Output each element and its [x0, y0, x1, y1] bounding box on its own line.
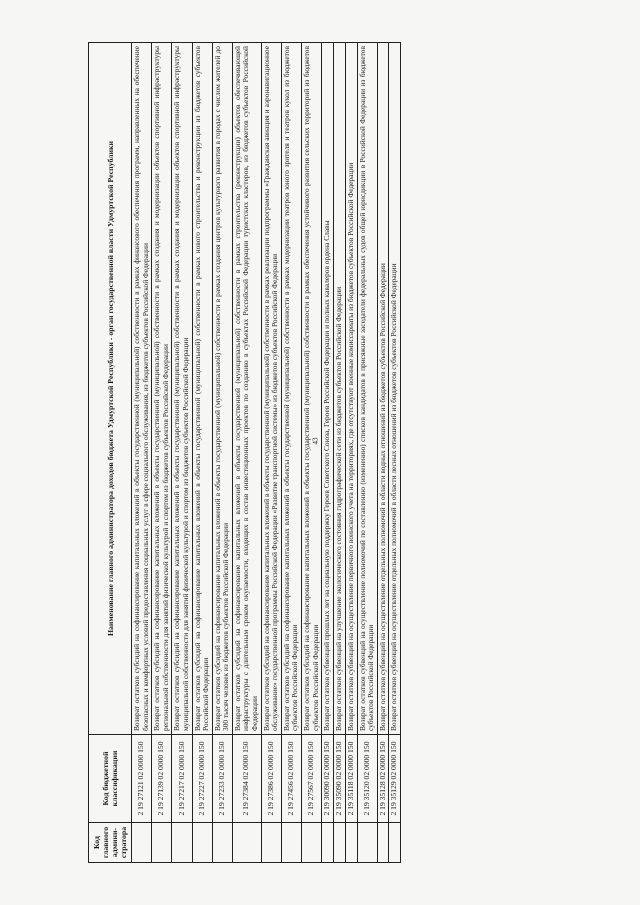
name-cell: Возврат остатков субвенций прошлых лет на социальную поддержку Героев Советского Союза, Героев Российской Федерации и полных кавалеров ордена Славы	[322, 43, 334, 735]
name-cell: Возврат остатков субсидий на софинансирование капитальных вложений в объекты государственной (муниципальной) собственности в рамках строительства (реконструкции) объектов обеспечивающей инфраструктуры с длительным сроком окупаемости, входящих в состав инвестиционных проектов по созданию в субъектах Российской Федерации туристских кластеров, из бюджетов субъектов Российской Федерации	[232, 43, 261, 735]
name-cell: Возврат остатков субсидий на софинансирование капитальных вложений в объекты государственной (муниципальной) собственности в рамках модернизации театров юного зрителя и театров кукол из бюджетов субъектов Российской Федерации	[281, 43, 301, 735]
budget-code-cell: 2 19 35120 02 0000 150	[357, 735, 377, 823]
header-budget-code: Код бюджетной классификации	[89, 735, 132, 823]
admin-code-cell	[377, 823, 389, 863]
table-row	[232, 43, 261, 863]
budget-code-cell: 2 19 27227 02 0000 150	[192, 735, 212, 823]
rotated-page	[88, 43, 608, 863]
name-cell: Возврат остатков субсидий на софинансирование капитальных вложений в объекты государственной (муниципальной) собственности в рамках создания и модернизации объектов спортивной инфраструктуры муниципальной собственности для занятий физической культурой и спортом из бюджетов субъектов Российской Федерации	[172, 43, 192, 735]
budget-code-cell: 2 19 27384 02 0000 150	[232, 735, 261, 823]
header-name: Наименование главного администратора доходов бюджета Удмуртской Республики - орган государственной власти Удмуртской Республики	[89, 43, 132, 735]
page-number: 43	[311, 437, 320, 445]
name-cell: Возврат остатков субсидий на софинансирование капитальных вложений в объекты государственной (муниципальной) собственности в рамках реализации подпрограммы «Гражданская авиация и аэронавигационное обслуживание» государственной программы Российской Федерации «Развитие транспортной системы» из бюджетов субъектов Российской Федерации	[261, 43, 281, 735]
table-row	[281, 43, 301, 863]
name-cell: Возврат остатков субсидий на софинансирование капитальных вложений в объекты государственной (муниципальной) собственности в рамках создания и модернизации объектов спортивной инфраструктуры региональной собственности для занятий физической культурой и спортом из бюджетов субъектов Российской Федерации	[152, 43, 172, 735]
admin-code-cell	[301, 823, 321, 863]
name-cell: Возврат остатков субсидий на софинансирование капитальных вложений в объекты государственной (муниципальной) собственности в рамках нового строительства и реконструкции из бюджетов субъектов Российской Федерации	[192, 43, 212, 735]
budget-code-cell: 2 19 27386 02 0000 150	[261, 735, 281, 823]
name-cell: Возврат остатков субсидий на софинансирование капитальных вложений в объекты государственной (муниципальной) собственности в рамках обеспечения устойчивого развития сельских территорий из бюджетов субъектов Российской Федерации	[301, 43, 321, 735]
table-row	[132, 43, 152, 863]
table-row	[345, 43, 357, 863]
header-admin-code: Код главного админи-стратора	[89, 823, 132, 863]
admin-code-cell	[345, 823, 357, 863]
table-row	[357, 43, 377, 863]
budget-code-cell: 2 19 35118 02 0000 150	[345, 735, 357, 823]
table-header-row	[89, 43, 132, 863]
name-cell: Возврат остатков субвенций на осуществление отдельных полномочий в области лесных отношений из бюджетов субъектов Российской Федерации	[389, 43, 401, 735]
name-cell: Возврат остатков субвенций на осуществление отдельных полномочий в области водных отношений из бюджетов субъектов Российской Федерации	[377, 43, 389, 735]
table-row	[192, 43, 212, 863]
admin-code-cell	[152, 823, 172, 863]
table-row	[172, 43, 192, 863]
budget-code-cell: 2 19 27139 02 0000 150	[152, 735, 172, 823]
budget-code-cell: 2 19 35090 02 0000 150	[333, 735, 345, 823]
table-row	[389, 43, 401, 863]
admin-code-cell	[192, 823, 212, 863]
admin-code-cell	[132, 823, 152, 863]
table-row	[377, 43, 389, 863]
table-row	[152, 43, 172, 863]
admin-code-cell	[389, 823, 401, 863]
budget-code-cell: 2 19 27121 02 0000 150	[132, 735, 152, 823]
admin-code-cell	[232, 823, 261, 863]
admin-code-cell	[281, 823, 301, 863]
admin-code-cell	[333, 823, 345, 863]
table-row	[212, 43, 232, 863]
revenue-table	[88, 42, 401, 863]
name-cell: Возврат остатков субвенций на осуществление полномочий по составлению (изменению) списков кандидатов в присяжные заседатели федеральных судов общей юрисдикции в Российской Федерации из бюджетов субъектов Российской Федерации	[357, 43, 377, 735]
name-cell: Возврат остатков субсидий на софинансирование капитальных вложений в объекты государственной (муниципальной) собственности в рамках финансового обеспечения программ, направленных на обеспечение безопасных и комфортных условий предоставления социальных услуг в сфере социального обслуживания, из бюджетов субъектов Российской Федерации	[132, 43, 152, 735]
budget-code-cell: 2 19 27233 02 0000 150	[212, 735, 232, 823]
budget-code-cell: 2 19 35128 02 0000 150	[377, 735, 389, 823]
table-row	[333, 43, 345, 863]
admin-code-cell	[322, 823, 334, 863]
budget-code-cell: 2 19 35129 02 0000 150	[389, 735, 401, 823]
admin-code-cell	[357, 823, 377, 863]
admin-code-cell	[212, 823, 232, 863]
name-cell: Возврат остатков субсидий на софинансирование капитальных вложений в объекты государственной (муниципальной) собственности в рамках создания центров культурного развития в городах с числом жителей до 300 тысяч человек из бюджетов субъектов Российской Федерации	[212, 43, 232, 735]
budget-code-cell: 2 19 27456 02 0000 150	[281, 735, 301, 823]
budget-code-cell: 2 19 30090 02 0000 150	[322, 735, 334, 823]
admin-code-cell	[172, 823, 192, 863]
table-row	[261, 43, 281, 863]
table-row	[322, 43, 334, 863]
name-cell: Возврат остатков субвенций на улучшение экологического состояния гидрографической сети из бюджетов субъектов Российской Федерации	[333, 43, 345, 735]
name-cell: Возврат остатков субвенций на осуществление первичного воинского учета на территориях, где отсутствуют военные комиссариаты из бюджетов субъектов Российской Федерации	[345, 43, 357, 735]
admin-code-cell	[261, 823, 281, 863]
table-row	[301, 43, 321, 863]
budget-code-cell: 2 19 27567 02 0000 150	[301, 735, 321, 823]
budget-code-cell: 2 19 27217 02 0000 150	[172, 735, 192, 823]
